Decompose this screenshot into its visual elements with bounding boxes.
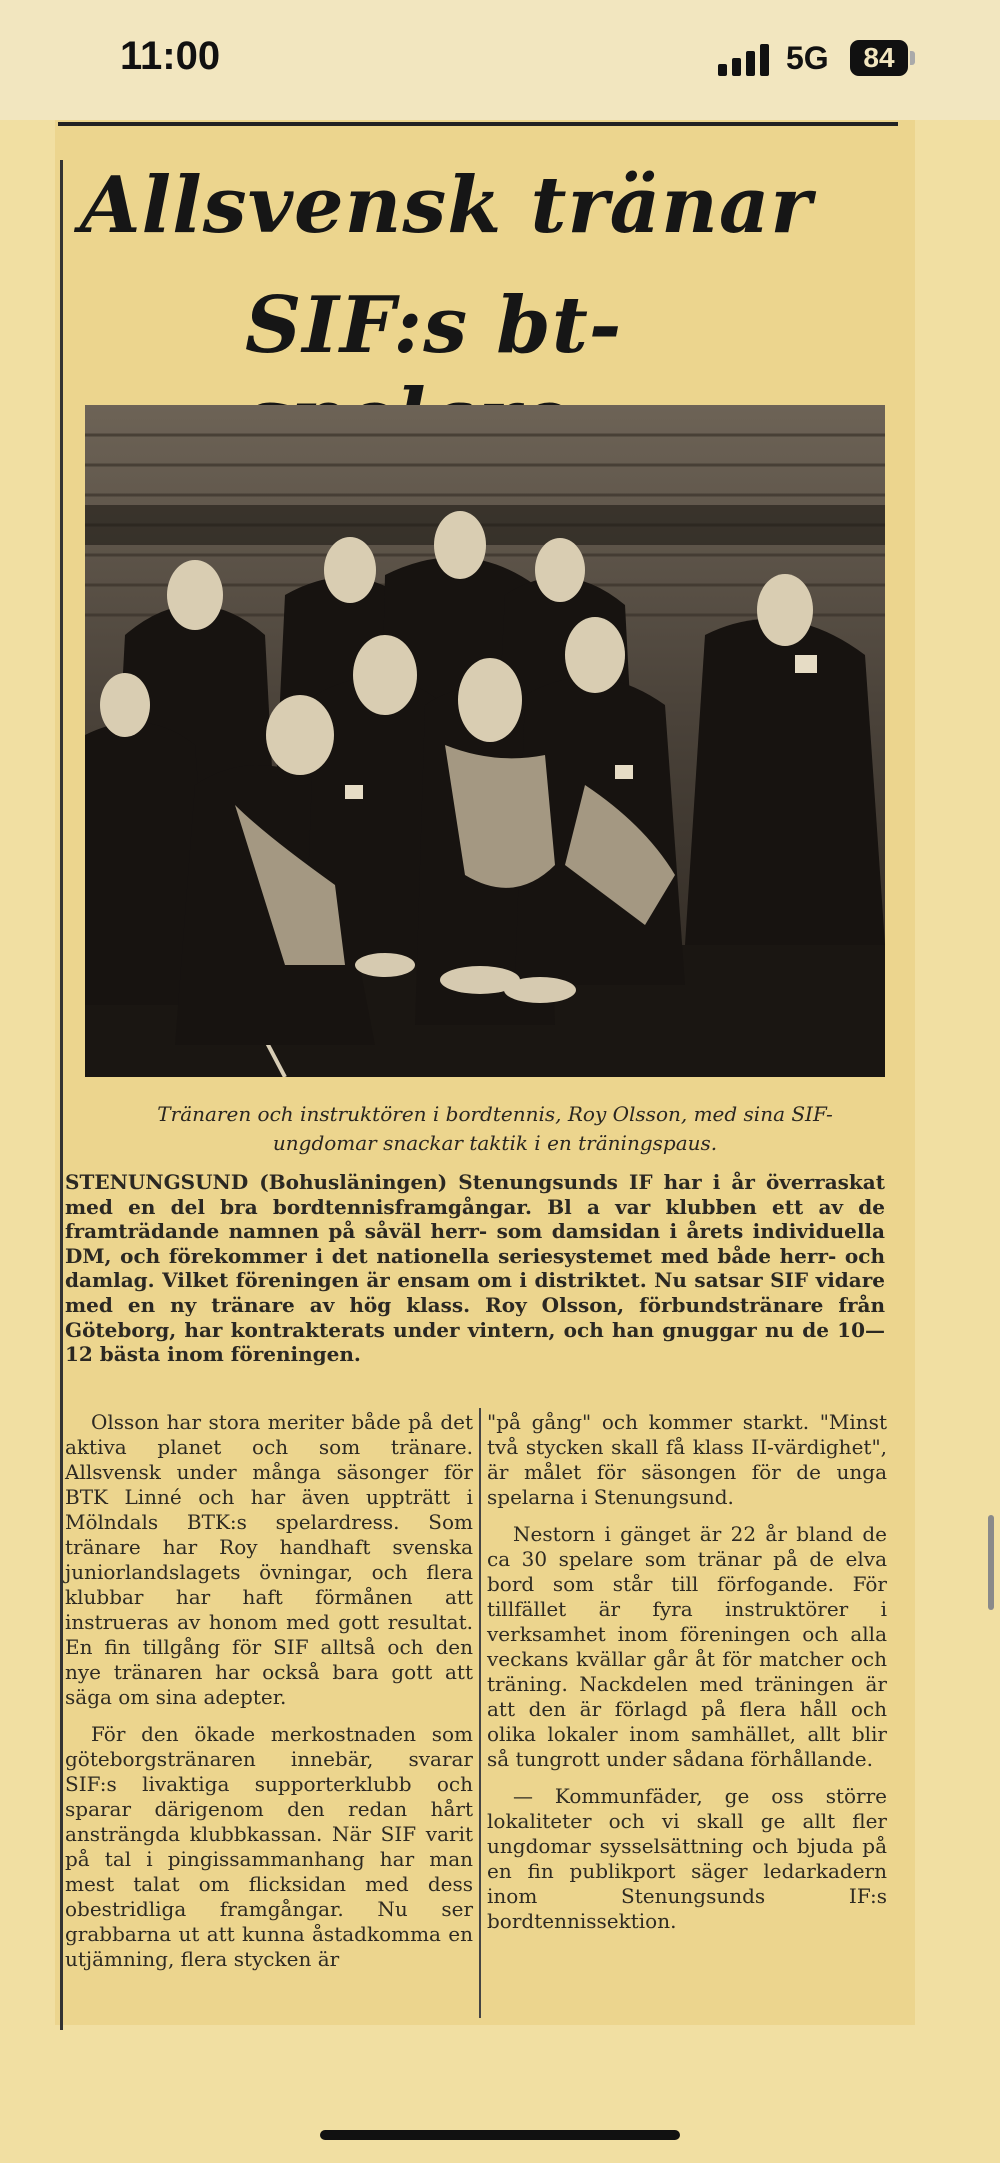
article-column-right xyxy=(487,1410,887,1946)
scroll-indicator[interactable] xyxy=(988,1515,994,1610)
body-paragraph: För den ökade merkostnaden som göteborgstränaren innebär, svarar SIF:s livaktiga supporterklubb och sparar därigenom den redan hårt ansträngda klubbkassan. När SIF varit på tal i pingissammanhang har man mest talat om flicksidan med dess obestridliga framgångar. Nu ser grabbarna ut att kunna åstadkomma en utjämning, flera stycken är xyxy=(65,1722,473,1971)
body-paragraph: "på gång" och kommer starkt. "Minst två stycken skall få klass II-värdighet", är målet för säsongen för de unga spelarna i Stenungsund. xyxy=(487,1410,887,1509)
headline-line-2: SIF:s bt- xyxy=(245,280,623,371)
team-photo xyxy=(85,405,885,1077)
lead-paragraph: STENUNGSUND (Bohusläningen) Stenungsunds IF har i år överraskat med en del bra bordtennisframgångar. Bl a var klubben ett av de framträdande namnen på såväl herr- som damsidan i årets individuella DM, och förekommer i det nationella seriesystemet med både herr- och damlag. Vilket föreningen är ensam om i distriktet. Nu satsar SIF vidare med en ny tränare av hög klass. Roy Olsson, förbundstränare från Göteborg, har kontrakterats under vintern, och han gnuggar nu de 10—12 bästa inom föreningen. xyxy=(65,1170,885,1367)
article-column-left xyxy=(65,1410,473,1984)
cellular-signal-icon xyxy=(718,44,774,76)
photo-caption: Tränaren och instruktören i bordtennis, Roy Olsson, med sina SIF-ungdomar snackar taktik i en träningspaus. xyxy=(157,1102,833,1155)
network-type: 5G xyxy=(786,40,829,76)
status-time: 11:00 xyxy=(120,34,221,78)
battery-level: 84 xyxy=(863,42,895,73)
body-paragraph: Nestorn i gänget är 22 år bland de ca 30 spelare som tränar på de elva bord som står till förfogande. För tillfället är fyra instruktörer i verksamhet inom föreningen och alla veckans kvällar går åt för matcher och träning. Nackdelen med träningen är att den är förlagd på flera håll och olika lokaler inom samhället, allt blir så tungrott under sådana förhållande. xyxy=(487,1522,887,1771)
status-bar xyxy=(0,0,1000,120)
body-paragraph: Olsson har stora meriter både på det aktiva planet och som tränare. Allsvensk under många säsonger för BTK Linné och har även uppträtt i Mölndals BTK:s spelardress. Som tränare har Roy handhaft svenska juniorlandslagets övningar, och flera klubbar har haft förmånen att instrueras av honom med gott resultat. En fin tillgång för SIF alltså och den nye tränaren har också bara gott att säga om sina adepter. xyxy=(65,1410,473,1709)
home-indicator[interactable] xyxy=(320,2130,680,2140)
left-rule xyxy=(60,160,63,2030)
body-paragraph: — Kommunfäder, ge oss större lokaliteter och vi skall ge allt fler ungdomar sysselsättning och bjuda på en fin publikport säger ledarkadern inom Stenungsunds IF:s bordtennissektion. xyxy=(487,1784,887,1933)
top-rule xyxy=(58,122,898,126)
headline-line-1: Allsvensk tränar xyxy=(80,160,813,251)
column-divider xyxy=(479,1408,481,2018)
battery-icon xyxy=(850,40,908,76)
